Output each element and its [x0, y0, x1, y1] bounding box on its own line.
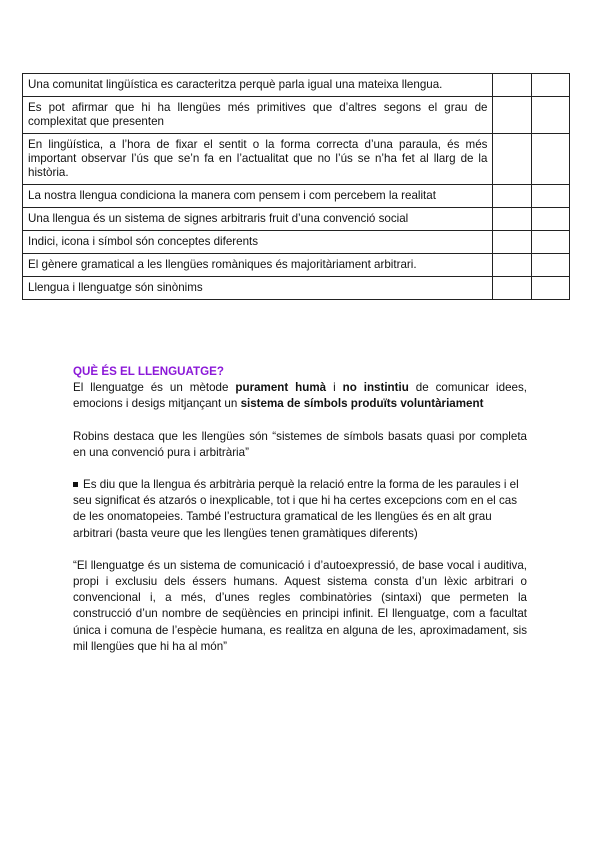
table-row	[23, 254, 570, 277]
definition-bold-text: purament humà	[235, 381, 327, 395]
definition-bold-text: sistema de símbols produïts voluntàriament	[240, 397, 484, 411]
answer-cell-1[interactable]	[493, 97, 531, 134]
definition-bold-text: no instintiu	[342, 381, 409, 395]
answer-cell-1[interactable]	[493, 254, 531, 277]
table-row	[23, 208, 570, 231]
statement-cell: Llengua i llenguatge són sinònims	[23, 277, 493, 300]
table-row	[23, 74, 570, 97]
table-row	[23, 231, 570, 254]
answer-cell-2[interactable]	[531, 254, 569, 277]
arbitrary-paragraph	[73, 477, 527, 542]
table-row	[23, 97, 570, 134]
answer-cell-2[interactable]	[531, 185, 569, 208]
statements-table	[22, 73, 570, 300]
definition-paragraph	[73, 380, 527, 412]
answer-cell-1[interactable]	[493, 277, 531, 300]
table-row	[23, 277, 570, 300]
square-bullet-icon	[73, 482, 78, 487]
language-section	[73, 364, 527, 671]
table-row	[23, 134, 570, 185]
statement-cell: Una llengua és un sistema de signes arbitraris fruit d’una convenció social	[23, 208, 493, 231]
quote-paragraph: “El llenguatge és un sistema de comunicació i d’autoexpressió, de base vocal i auditiva, propi i exclusiu dels éssers humans. Aquest sistema consta d’un lèxic arbitrari o convencional i, a més, d’unes regles combinatòries (sintaxi) que permeten la construcció d’un nombre de seqüències en principi infinit. El llenguatge, com a facultat única i comuna de l’espècie humana, es realitza en alguna de les, aproximadament, sis mil llengües que hi ha al món”	[73, 558, 527, 653]
answer-cell-1[interactable]	[493, 74, 531, 97]
definition-text: de comunicar idees, emocions i desigs mitjançant un	[73, 381, 527, 411]
statement-cell: El gènere gramatical a les llengües romàniques és majoritàriament arbitrari.	[23, 254, 493, 277]
answer-cell-1[interactable]	[493, 208, 531, 231]
answer-cell-1[interactable]	[493, 231, 531, 254]
statement-cell: La nostra llengua condiciona la manera com pensem i com percebem la realitat	[23, 185, 493, 208]
answer-cell-1[interactable]	[493, 185, 531, 208]
robins-paragraph: Robins destaca que les llengües són “sistemes de símbols basats quasi por completa en una convenció pura i arbitrària”	[73, 429, 527, 459]
statement-cell: Una comunitat lingüística es caracteritza perquè parla igual una mateixa llengua.	[23, 74, 493, 97]
definition-text: i	[326, 381, 343, 395]
statement-cell: Es pot afirmar que hi ha llengües més primitives que d’altres segons el grau de complexitat que presenten	[23, 97, 493, 134]
statement-cell: Indici, icona i símbol són conceptes diferents	[23, 231, 493, 254]
section-title: QUÈ ÉS EL LLENGUATGE?	[73, 365, 224, 378]
answer-cell-2[interactable]	[531, 97, 569, 134]
table-row	[23, 185, 570, 208]
statement-cell: En lingüística, a l’hora de fixar el sentit o la forma correcta d’una paraula, és més important observar l’ús que se’n fa en l’actualitat que no l’ús se n’ha fet al llarg de la història.	[23, 134, 493, 185]
answer-cell-2[interactable]	[531, 277, 569, 300]
answer-cell-2[interactable]	[531, 231, 569, 254]
arbitrary-text: Es diu que la llengua és arbitrària perquè la relació entre la forma de les paraules i el seu significat és atzarós o inexplicable, tot i que hi ha certes excepcions com en el cas de les onomatopeies. També l’estructura gramatical de les llengües és en alt grau arbitrari (basta veure que les llengües tenen gramàtiques diferents)	[73, 478, 519, 540]
answer-cell-1[interactable]	[493, 134, 531, 185]
definition-text: El llenguatge és un mètode	[73, 381, 236, 395]
answer-cell-2[interactable]	[531, 208, 569, 231]
answer-cell-2[interactable]	[531, 74, 569, 97]
answer-cell-2[interactable]	[531, 134, 569, 185]
